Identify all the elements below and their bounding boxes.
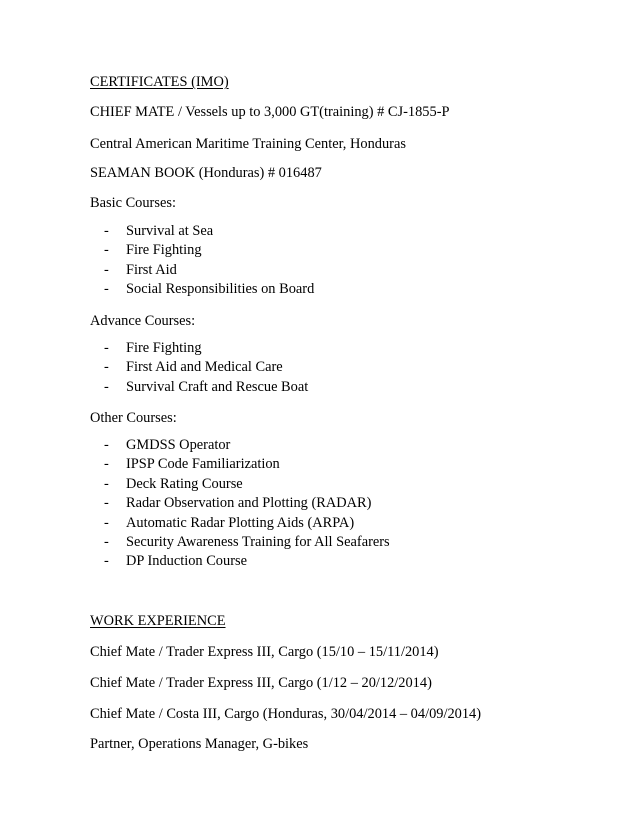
bullet-dash: - xyxy=(104,514,109,531)
bullet-dash: - xyxy=(104,553,109,570)
seaman-book: SEAMAN BOOK (Honduras) # 016487 xyxy=(90,165,322,181)
work-entry: Chief Mate / Costa III, Cargo (Honduras, 30/04/2014 – 04/09/2014) xyxy=(90,706,482,722)
course-name: Survival at Sea xyxy=(126,223,214,239)
bullet-dash: - xyxy=(104,242,109,259)
course-name: Fire Fighting xyxy=(126,242,202,259)
course-name: First Aid xyxy=(126,261,177,278)
course-name: Fire Fighting xyxy=(126,340,202,356)
basic-courses-heading: Basic Courses: xyxy=(90,195,176,211)
training-center: Central American Maritime Training Center, Honduras xyxy=(90,136,406,152)
work-entry: Partner, Operations Manager, G-bikes xyxy=(90,736,309,752)
work-entry: Chief Mate / Trader Express III, Cargo (15/10 – 15/11/2014) xyxy=(90,644,439,660)
course-name: Deck Rating Course xyxy=(126,475,243,492)
course-name: DP Induction Course xyxy=(126,553,247,570)
bullet-dash: - xyxy=(104,495,109,512)
bullet-dash: - xyxy=(104,261,109,278)
work-entry: Chief Mate / Trader Express III, Cargo (1/12 – 20/12/2014) xyxy=(90,675,432,691)
chief-mate-certificate: CHIEF MATE / Vessels up to 3,000 GT(training) # CJ-1855-P xyxy=(90,104,450,120)
certificates-heading: CERTIFICATES (IMO) xyxy=(90,74,229,90)
course-name: First Aid and Medical Care xyxy=(126,359,283,376)
bullet-dash: - xyxy=(104,281,109,298)
other-courses-heading: Other Courses: xyxy=(90,410,177,426)
bullet-dash: - xyxy=(104,223,109,239)
bullet-dash: - xyxy=(104,378,109,395)
advance-courses-heading: Advance Courses: xyxy=(90,313,196,329)
course-name: Automatic Radar Plotting Aids (ARPA) xyxy=(126,514,355,531)
course-name: Social Responsibilities on Board xyxy=(126,281,315,298)
work-experience-heading: WORK EXPERIENCE xyxy=(90,613,226,629)
bullet-dash: - xyxy=(104,475,109,492)
bullet-dash: - xyxy=(104,359,109,376)
course-name: Security Awareness Training for All Seafarers xyxy=(126,533,390,550)
course-name: Survival Craft and Rescue Boat xyxy=(126,378,309,395)
bullet-dash: - xyxy=(104,456,109,473)
course-name: GMDSS Operator xyxy=(126,437,231,453)
bullet-dash: - xyxy=(104,437,109,453)
course-name: Radar Observation and Plotting (RADAR) xyxy=(126,495,372,512)
bullet-dash: - xyxy=(104,533,109,550)
course-name: IPSP Code Familiarization xyxy=(126,456,280,473)
bullet-dash: - xyxy=(104,340,109,356)
